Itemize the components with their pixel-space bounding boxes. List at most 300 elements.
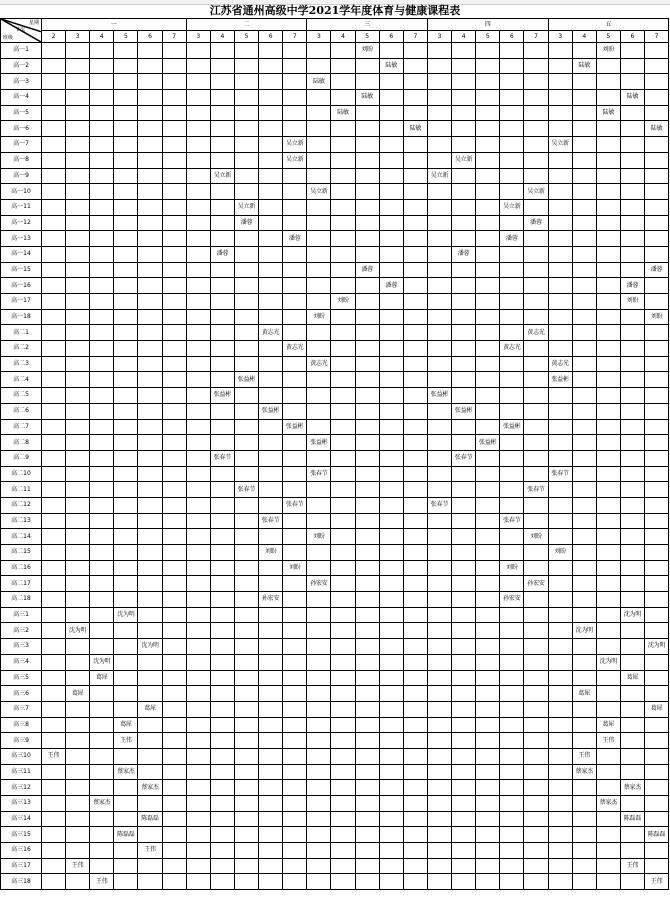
empty-cell bbox=[548, 796, 572, 812]
empty-cell bbox=[500, 654, 524, 670]
empty-cell bbox=[210, 654, 234, 670]
period-header-cell: 3 bbox=[548, 31, 572, 43]
empty-cell bbox=[524, 748, 548, 764]
empty-cell bbox=[307, 623, 331, 639]
teacher-cell: 潘蓉 bbox=[620, 278, 644, 294]
class-name-cell: 高二10 bbox=[1, 466, 42, 482]
empty-cell bbox=[186, 168, 210, 184]
class-name-cell: 高三7 bbox=[1, 701, 42, 717]
empty-cell bbox=[379, 152, 403, 168]
empty-cell bbox=[572, 435, 596, 451]
empty-cell bbox=[162, 733, 186, 749]
empty-cell bbox=[90, 152, 114, 168]
empty-cell bbox=[645, 811, 669, 827]
empty-cell bbox=[548, 403, 572, 419]
empty-cell bbox=[572, 372, 596, 388]
teacher-cell: 蔡家杰 bbox=[596, 796, 620, 812]
table-row bbox=[1, 780, 669, 796]
teacher-cell: 沈为明 bbox=[114, 607, 138, 623]
table-row bbox=[1, 466, 669, 482]
empty-cell bbox=[66, 199, 90, 215]
empty-cell bbox=[379, 341, 403, 357]
empty-cell bbox=[186, 874, 210, 890]
empty-cell bbox=[500, 811, 524, 827]
empty-cell bbox=[403, 513, 427, 529]
teacher-cell: 沈为明 bbox=[596, 654, 620, 670]
empty-cell bbox=[42, 43, 66, 59]
table-row bbox=[1, 670, 669, 686]
empty-cell bbox=[259, 607, 283, 623]
empty-cell bbox=[186, 466, 210, 482]
empty-cell bbox=[283, 607, 307, 623]
empty-cell bbox=[42, 325, 66, 341]
empty-cell bbox=[572, 419, 596, 435]
empty-cell bbox=[331, 215, 355, 231]
empty-cell bbox=[500, 262, 524, 278]
class-name-cell: 高二7 bbox=[1, 419, 42, 435]
empty-cell bbox=[620, 372, 644, 388]
empty-cell bbox=[259, 215, 283, 231]
teacher-cell: 张春节 bbox=[283, 497, 307, 513]
empty-cell bbox=[138, 545, 162, 561]
empty-cell bbox=[403, 545, 427, 561]
teacher-cell: 吴立新 bbox=[548, 137, 572, 153]
empty-cell bbox=[355, 780, 379, 796]
empty-cell bbox=[138, 246, 162, 262]
empty-cell bbox=[548, 231, 572, 247]
empty-cell bbox=[42, 701, 66, 717]
class-name-cell: 高一2 bbox=[1, 58, 42, 74]
empty-cell bbox=[66, 74, 90, 90]
empty-cell bbox=[476, 388, 500, 404]
empty-cell bbox=[307, 827, 331, 843]
empty-cell bbox=[548, 419, 572, 435]
empty-cell bbox=[620, 325, 644, 341]
day-header-cell: 一 bbox=[42, 19, 187, 31]
class-name-cell: 高一8 bbox=[1, 152, 42, 168]
empty-cell bbox=[162, 560, 186, 576]
empty-cell bbox=[331, 733, 355, 749]
empty-cell bbox=[500, 215, 524, 231]
empty-cell bbox=[186, 105, 210, 121]
empty-cell bbox=[186, 780, 210, 796]
empty-cell bbox=[259, 701, 283, 717]
empty-cell bbox=[620, 639, 644, 655]
empty-cell bbox=[259, 372, 283, 388]
empty-cell bbox=[620, 686, 644, 702]
teacher-cell: 刘盼 bbox=[645, 309, 669, 325]
empty-cell bbox=[548, 858, 572, 874]
empty-cell bbox=[572, 388, 596, 404]
empty-cell bbox=[259, 199, 283, 215]
empty-cell bbox=[403, 670, 427, 686]
empty-cell bbox=[452, 482, 476, 498]
empty-cell bbox=[500, 121, 524, 137]
empty-cell bbox=[379, 419, 403, 435]
empty-cell bbox=[331, 686, 355, 702]
empty-cell bbox=[379, 325, 403, 341]
teacher-cell: 陆敏 bbox=[572, 58, 596, 74]
empty-cell bbox=[427, 748, 451, 764]
empty-cell bbox=[476, 811, 500, 827]
period-header-cell: 6 bbox=[500, 31, 524, 43]
empty-cell bbox=[283, 278, 307, 294]
teacher-cell: 陈磊磊 bbox=[138, 811, 162, 827]
empty-cell bbox=[66, 262, 90, 278]
empty-cell bbox=[524, 764, 548, 780]
empty-cell bbox=[162, 529, 186, 545]
empty-cell bbox=[138, 654, 162, 670]
empty-cell bbox=[500, 874, 524, 890]
empty-cell bbox=[186, 309, 210, 325]
empty-cell bbox=[307, 686, 331, 702]
empty-cell bbox=[355, 309, 379, 325]
empty-cell bbox=[114, 513, 138, 529]
empty-cell bbox=[452, 43, 476, 59]
empty-cell bbox=[186, 215, 210, 231]
teacher-cell: 潘蓉 bbox=[645, 262, 669, 278]
empty-cell bbox=[572, 560, 596, 576]
teacher-cell: 王伟 bbox=[620, 858, 644, 874]
empty-cell bbox=[66, 152, 90, 168]
empty-cell bbox=[210, 90, 234, 106]
class-name-cell: 高三8 bbox=[1, 717, 42, 733]
table-row bbox=[1, 623, 669, 639]
empty-cell bbox=[162, 246, 186, 262]
empty-cell bbox=[427, 764, 451, 780]
empty-cell bbox=[234, 105, 258, 121]
empty-cell bbox=[210, 199, 234, 215]
empty-cell bbox=[114, 858, 138, 874]
empty-cell bbox=[403, 607, 427, 623]
day-header-cell: 四 bbox=[427, 19, 548, 31]
empty-cell bbox=[210, 748, 234, 764]
teacher-cell: 张春节 bbox=[259, 513, 283, 529]
empty-cell bbox=[66, 482, 90, 498]
empty-cell bbox=[620, 717, 644, 733]
empty-cell bbox=[283, 262, 307, 278]
empty-cell bbox=[427, 419, 451, 435]
empty-cell bbox=[572, 450, 596, 466]
empty-cell bbox=[162, 701, 186, 717]
empty-cell bbox=[524, 43, 548, 59]
empty-cell bbox=[645, 796, 669, 812]
empty-cell bbox=[331, 168, 355, 184]
empty-cell bbox=[355, 105, 379, 121]
empty-cell bbox=[162, 90, 186, 106]
teacher-cell: 刘盼 bbox=[620, 294, 644, 310]
class-name-cell: 高一15 bbox=[1, 262, 42, 278]
empty-cell bbox=[234, 748, 258, 764]
empty-cell bbox=[234, 466, 258, 482]
empty-cell bbox=[620, 623, 644, 639]
table-row bbox=[1, 639, 669, 655]
period-header-cell: 6 bbox=[620, 31, 644, 43]
empty-cell bbox=[379, 827, 403, 843]
empty-cell bbox=[500, 623, 524, 639]
day-header-cell: 五 bbox=[548, 19, 669, 31]
empty-cell bbox=[427, 576, 451, 592]
empty-cell bbox=[114, 246, 138, 262]
empty-cell bbox=[283, 623, 307, 639]
empty-cell bbox=[90, 827, 114, 843]
empty-cell bbox=[548, 246, 572, 262]
empty-cell bbox=[210, 278, 234, 294]
empty-cell bbox=[596, 341, 620, 357]
empty-cell bbox=[620, 796, 644, 812]
empty-cell bbox=[283, 450, 307, 466]
teacher-cell: 刘盼 bbox=[331, 294, 355, 310]
empty-cell bbox=[66, 121, 90, 137]
empty-cell bbox=[307, 701, 331, 717]
empty-cell bbox=[259, 576, 283, 592]
empty-cell bbox=[620, 466, 644, 482]
empty-cell bbox=[331, 576, 355, 592]
empty-cell bbox=[90, 262, 114, 278]
table-row bbox=[1, 403, 669, 419]
empty-cell bbox=[114, 168, 138, 184]
empty-cell bbox=[379, 686, 403, 702]
empty-cell bbox=[379, 262, 403, 278]
empty-cell bbox=[355, 466, 379, 482]
teacher-cell: 孙宏安 bbox=[524, 576, 548, 592]
empty-cell bbox=[42, 874, 66, 890]
empty-cell bbox=[500, 43, 524, 59]
empty-cell bbox=[355, 811, 379, 827]
empty-cell bbox=[114, 497, 138, 513]
empty-cell bbox=[645, 780, 669, 796]
empty-cell bbox=[90, 74, 114, 90]
empty-cell bbox=[645, 654, 669, 670]
empty-cell bbox=[331, 748, 355, 764]
empty-cell bbox=[283, 780, 307, 796]
empty-cell bbox=[186, 43, 210, 59]
empty-cell bbox=[620, 199, 644, 215]
class-name-cell: 高一1 bbox=[1, 43, 42, 59]
empty-cell bbox=[90, 466, 114, 482]
empty-cell bbox=[66, 670, 90, 686]
empty-cell bbox=[476, 152, 500, 168]
empty-cell bbox=[548, 560, 572, 576]
empty-cell bbox=[403, 246, 427, 262]
empty-cell bbox=[66, 654, 90, 670]
empty-cell bbox=[645, 497, 669, 513]
empty-cell bbox=[379, 874, 403, 890]
empty-cell bbox=[138, 686, 162, 702]
empty-cell bbox=[42, 654, 66, 670]
empty-cell bbox=[283, 90, 307, 106]
empty-cell bbox=[162, 121, 186, 137]
empty-cell bbox=[66, 43, 90, 59]
empty-cell bbox=[114, 874, 138, 890]
empty-cell bbox=[524, 717, 548, 733]
empty-cell bbox=[186, 811, 210, 827]
empty-cell bbox=[66, 372, 90, 388]
empty-cell bbox=[331, 403, 355, 419]
empty-cell bbox=[259, 388, 283, 404]
empty-cell bbox=[427, 58, 451, 74]
empty-cell bbox=[234, 403, 258, 419]
empty-cell bbox=[548, 74, 572, 90]
empty-cell bbox=[524, 497, 548, 513]
empty-cell bbox=[186, 325, 210, 341]
empty-cell bbox=[259, 560, 283, 576]
empty-cell bbox=[548, 670, 572, 686]
empty-cell bbox=[645, 105, 669, 121]
empty-cell bbox=[138, 121, 162, 137]
empty-cell bbox=[379, 560, 403, 576]
empty-cell bbox=[259, 796, 283, 812]
empty-cell bbox=[427, 796, 451, 812]
empty-cell bbox=[596, 764, 620, 780]
empty-cell bbox=[452, 858, 476, 874]
empty-cell bbox=[403, 843, 427, 859]
empty-cell bbox=[548, 592, 572, 608]
empty-cell bbox=[331, 419, 355, 435]
empty-cell bbox=[259, 654, 283, 670]
empty-cell bbox=[66, 717, 90, 733]
empty-cell bbox=[138, 294, 162, 310]
empty-cell bbox=[355, 294, 379, 310]
empty-cell bbox=[572, 278, 596, 294]
empty-cell bbox=[283, 325, 307, 341]
empty-cell bbox=[283, 74, 307, 90]
empty-cell bbox=[186, 341, 210, 357]
teacher-cell: 黄志光 bbox=[307, 356, 331, 372]
empty-cell bbox=[114, 278, 138, 294]
empty-cell bbox=[403, 137, 427, 153]
empty-cell bbox=[283, 121, 307, 137]
empty-cell bbox=[476, 309, 500, 325]
empty-cell bbox=[90, 686, 114, 702]
empty-cell bbox=[210, 670, 234, 686]
empty-cell bbox=[596, 246, 620, 262]
empty-cell bbox=[572, 105, 596, 121]
teacher-cell: 刘盼 bbox=[355, 43, 379, 59]
empty-cell bbox=[283, 168, 307, 184]
table-row bbox=[1, 74, 669, 90]
empty-cell bbox=[379, 764, 403, 780]
empty-cell bbox=[138, 90, 162, 106]
empty-cell bbox=[548, 278, 572, 294]
empty-cell bbox=[90, 576, 114, 592]
empty-cell bbox=[452, 529, 476, 545]
empty-cell bbox=[114, 780, 138, 796]
empty-cell bbox=[500, 325, 524, 341]
empty-cell bbox=[524, 90, 548, 106]
empty-cell bbox=[548, 686, 572, 702]
empty-cell bbox=[210, 43, 234, 59]
empty-cell bbox=[403, 576, 427, 592]
empty-cell bbox=[572, 733, 596, 749]
empty-cell bbox=[524, 639, 548, 655]
period-header-cell: 7 bbox=[403, 31, 427, 43]
empty-cell bbox=[620, 576, 644, 592]
empty-cell bbox=[500, 388, 524, 404]
empty-cell bbox=[572, 843, 596, 859]
teacher-cell: 张益彬 bbox=[427, 388, 451, 404]
table-row bbox=[1, 576, 669, 592]
table-row bbox=[1, 168, 669, 184]
empty-cell bbox=[476, 90, 500, 106]
empty-cell bbox=[427, 341, 451, 357]
empty-cell bbox=[620, 592, 644, 608]
empty-cell bbox=[572, 309, 596, 325]
corner-class-label: 班级 bbox=[3, 35, 14, 41]
empty-cell bbox=[645, 764, 669, 780]
empty-cell bbox=[283, 199, 307, 215]
empty-cell bbox=[114, 43, 138, 59]
empty-cell bbox=[186, 733, 210, 749]
empty-cell bbox=[234, 733, 258, 749]
empty-cell bbox=[138, 262, 162, 278]
empty-cell bbox=[42, 497, 66, 513]
empty-cell bbox=[427, 811, 451, 827]
empty-cell bbox=[572, 137, 596, 153]
empty-cell bbox=[476, 105, 500, 121]
teacher-cell: 潘蓉 bbox=[452, 246, 476, 262]
empty-cell bbox=[572, 121, 596, 137]
empty-cell bbox=[114, 843, 138, 859]
empty-cell bbox=[355, 560, 379, 576]
empty-cell bbox=[331, 513, 355, 529]
table-row bbox=[1, 356, 669, 372]
empty-cell bbox=[210, 560, 234, 576]
empty-cell bbox=[331, 231, 355, 247]
empty-cell bbox=[283, 294, 307, 310]
empty-cell bbox=[596, 215, 620, 231]
empty-cell bbox=[138, 325, 162, 341]
period-header-cell: 4 bbox=[210, 31, 234, 43]
empty-cell bbox=[307, 654, 331, 670]
empty-cell bbox=[259, 639, 283, 655]
empty-cell bbox=[596, 90, 620, 106]
empty-cell bbox=[500, 137, 524, 153]
empty-cell bbox=[403, 592, 427, 608]
empty-cell bbox=[476, 717, 500, 733]
empty-cell bbox=[524, 152, 548, 168]
empty-cell bbox=[620, 482, 644, 498]
period-header-cell: 6 bbox=[259, 31, 283, 43]
empty-cell bbox=[259, 858, 283, 874]
teacher-cell: 张春节 bbox=[524, 482, 548, 498]
empty-cell bbox=[259, 262, 283, 278]
empty-cell bbox=[186, 450, 210, 466]
empty-cell bbox=[210, 372, 234, 388]
empty-cell bbox=[355, 576, 379, 592]
empty-cell bbox=[500, 796, 524, 812]
empty-cell bbox=[259, 309, 283, 325]
empty-cell bbox=[186, 356, 210, 372]
class-name-cell: 高二4 bbox=[1, 372, 42, 388]
empty-cell bbox=[90, 325, 114, 341]
empty-cell bbox=[186, 497, 210, 513]
empty-cell bbox=[162, 137, 186, 153]
empty-cell bbox=[210, 843, 234, 859]
empty-cell bbox=[355, 592, 379, 608]
empty-cell bbox=[476, 764, 500, 780]
table-row bbox=[1, 199, 669, 215]
empty-cell bbox=[283, 58, 307, 74]
empty-cell bbox=[572, 780, 596, 796]
empty-cell bbox=[234, 827, 258, 843]
empty-cell bbox=[620, 105, 644, 121]
empty-cell bbox=[259, 152, 283, 168]
empty-cell bbox=[452, 592, 476, 608]
empty-cell bbox=[620, 58, 644, 74]
empty-cell bbox=[138, 403, 162, 419]
empty-cell bbox=[307, 341, 331, 357]
